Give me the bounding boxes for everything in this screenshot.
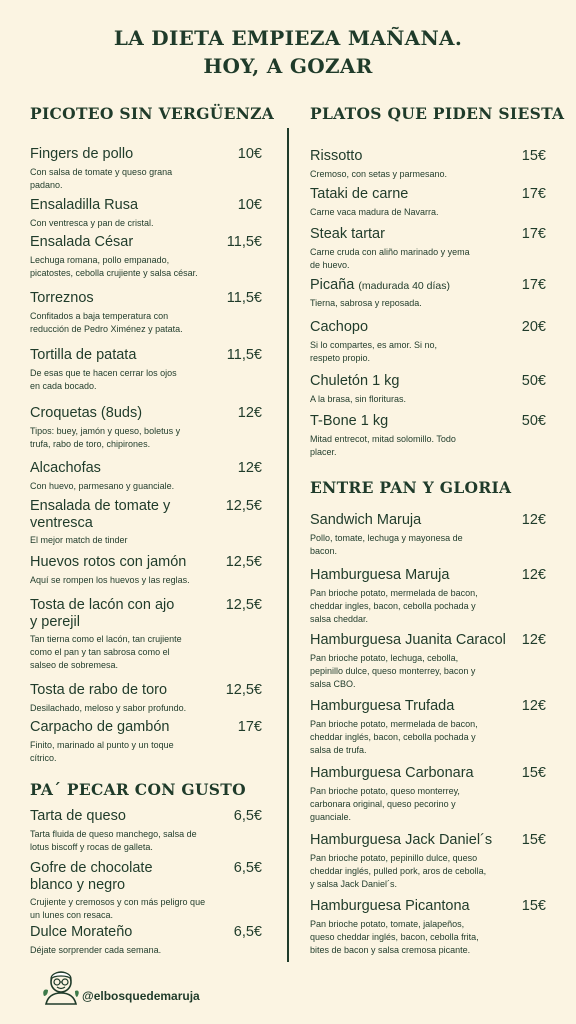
menu-item-name [310, 765, 474, 782]
menu-item-name-text: Cachopo [310, 319, 369, 335]
menu-item-description [30, 425, 180, 451]
menu-title [0, 24, 576, 80]
menu-item-description [310, 297, 422, 310]
menu-item-description-line: picatostes, cebolla crujiente y salsa césar. [30, 268, 198, 278]
menu-item-name-text: Alcachofas [30, 460, 101, 476]
menu-item-description [310, 718, 478, 757]
menu-item-name [310, 698, 454, 715]
menu-item-description [30, 944, 161, 957]
menu-item-description-line: en cada bocado. [30, 381, 97, 391]
menu-item-name [310, 186, 408, 203]
menu-item-description-line: Carne vaca madura de Navarra. [310, 207, 439, 217]
menu-item-price: 50€ [521, 373, 546, 389]
menu-item-name-text: T-Bone 1 kg [310, 413, 389, 429]
menu-item-price: 6,5€ [233, 860, 262, 876]
menu-item-description-line: respeto propio. [310, 353, 371, 363]
menu-item-name [30, 146, 133, 163]
menu-item-name [310, 319, 368, 336]
menu-item-description [310, 206, 439, 219]
menu-item-description [30, 534, 128, 547]
menu-item-name-text: Tataki de carne [310, 186, 409, 202]
menu-item-name-text: Hamburguesa Trufada [310, 698, 455, 714]
menu-item-price: 15€ [521, 148, 546, 164]
menu-item-name [310, 832, 492, 849]
menu-item-price: 11,5€ [226, 234, 262, 250]
menu-item-name [310, 226, 385, 243]
menu-item-description-line: cheddar ingles, bacon, cebolla pochada y [310, 601, 476, 611]
menu-item-price: 12€ [521, 512, 546, 528]
menu-item-name [30, 554, 186, 571]
menu-item-name-text: Tortilla de patata [30, 347, 137, 363]
menu-item-description-line: reducción de Pedro Ximénez y patata. [30, 324, 183, 334]
menu-item-name [310, 898, 470, 915]
section-heading-pan: ENTRE PAN Y GLORIA [310, 478, 512, 497]
menu-item-name [30, 682, 167, 699]
menu-item-description-line: A la brasa, sin florituras. [310, 394, 407, 404]
menu-item-name-text: Tosta de lacón con ajo [30, 597, 175, 613]
menu-item-name-text: Hamburguesa Picantona [310, 898, 470, 914]
menu-item-name-text: Fingers de pollo [30, 146, 134, 162]
menu-item-price: 10€ [237, 146, 262, 162]
menu-item-description [310, 433, 456, 459]
menu-item-name [30, 405, 142, 422]
menu-item-description-line: como el pan y tan sabrosa como el [30, 647, 170, 657]
menu-item-price: 12,5€ [225, 597, 262, 613]
menu-item-description-line: trufa, rabo de toro, chipirones. [30, 439, 151, 449]
menu-item-description [30, 310, 183, 336]
menu-item-price: 6,5€ [233, 808, 262, 824]
menu-item-description [310, 587, 478, 626]
menu-item-description-line: carbonara original, queso pecorino y [310, 799, 456, 809]
menu-item-name [30, 197, 138, 214]
menu-item-description-line: Finito, marinado al punto y un toque [30, 740, 174, 750]
menu-item-description-line: salsa de trufa. [310, 745, 367, 755]
menu-item-description-line: Mitad entrecot, mitad solomillo. Todo [310, 434, 456, 444]
menu-item-price: 17€ [521, 277, 546, 293]
section-heading-platos: PLATOS QUE PIDEN SIESTA [310, 104, 565, 123]
menu-item-description-line: Tipos: buey, jamón y queso, boletus y [30, 426, 181, 436]
menu-item-description [30, 254, 198, 280]
menu-item-description [30, 480, 174, 493]
menu-item-description [310, 918, 479, 957]
menu-item-name-line2: blanco y negro [30, 877, 126, 893]
menu-item-description-line: bites de bacon y salsa cremosa picante. [310, 945, 471, 955]
menu-item-description-line: Pan brioche potato, mermelada de bacon, [310, 719, 478, 729]
menu-item-description-line: Carne cruda con aliño marinado y yema [310, 247, 470, 257]
menu-item-description-line: Déjate sorprender cada semana. [30, 945, 162, 955]
menu-item-description-line: Aquí se rompen los huevos y las reglas. [30, 575, 190, 585]
menu-item-description [310, 785, 460, 824]
menu-item-description-line: y salsa Jack Daniel´s. [310, 879, 398, 889]
menu-item-description-line: Lechuga romana, pollo empanado, [30, 255, 170, 265]
menu-item-price: 17€ [521, 186, 546, 202]
menu-item-name-text: Ensaladilla Rusa [30, 197, 139, 213]
menu-item-name-text: Tosta de rabo de toro [30, 682, 168, 698]
menu-item-name-text: Hamburguesa Juanita Caracol [310, 632, 506, 648]
menu-item-name-line2: y perejil [30, 614, 80, 630]
menu-item-name-text: Hamburguesa Carbonara [310, 765, 474, 781]
menu-item-name [30, 498, 170, 532]
menu-item-name [30, 460, 101, 477]
menu-item-price: 20€ [521, 319, 546, 335]
menu-item-description-line: queso cheddar inglés, bacon, cebolla frita, [310, 932, 479, 942]
menu-item-price: 17€ [521, 226, 546, 242]
menu-item-description [30, 896, 205, 922]
menu-item-name-text: Steak tartar [310, 226, 385, 242]
menu-item-name [30, 808, 126, 825]
menu-item-description [310, 532, 463, 558]
menu-item-price: 15€ [521, 832, 546, 848]
menu-item-name-text: Picaña [310, 277, 355, 293]
menu-item-description-line: Con salsa de tomate y queso grana [30, 167, 173, 177]
menu-item-description-line: bacon. [310, 546, 338, 556]
menu-item-name-text: Hamburguesa Maruja [310, 567, 450, 583]
menu-item-description [310, 652, 475, 691]
menu-item-description [310, 168, 447, 181]
menu-item-description-line: Pollo, tomate, lechuga y mayonesa de [310, 533, 463, 543]
menu-item-description-line: Si lo compartes, es amor. Si no, [310, 340, 438, 350]
menu-item-name-text: Dulce Morateño [30, 924, 133, 940]
menu-item-name [30, 234, 133, 251]
menu-item-name [30, 290, 94, 307]
menu-item-price: 12€ [521, 567, 546, 583]
menu-item-name-text: Carpacho de gambón [30, 719, 170, 735]
menu-item-description [310, 393, 406, 406]
menu-item-description-line: Desilachado, meloso y sabor profundo. [30, 703, 187, 713]
menu-item-description-line: de huevo. [310, 260, 350, 270]
menu-item-description-line: placer. [310, 447, 337, 457]
menu-item-description [310, 852, 486, 891]
menu-item-description-line: salsa cheddar. [310, 614, 369, 624]
menu-title-line2: HOY, A GOZAR [203, 54, 373, 78]
menu-item-description-line: salseo de sobremesa. [30, 660, 119, 670]
menu-item-price: 12€ [237, 405, 262, 421]
menu-item-description-line: Tierna, sabrosa y reposada. [310, 298, 422, 308]
menu-item-name [310, 277, 450, 295]
menu-item-price: 15€ [521, 898, 546, 914]
menu-item-name-text: Ensalada César [30, 234, 134, 250]
menu-item-price: 11,5€ [226, 347, 262, 363]
menu-item-price: 15€ [521, 765, 546, 781]
menu-item-name [310, 512, 421, 529]
menu-item-name [310, 373, 399, 390]
menu-item-description-line: Con ventresca y pan de cristal. [30, 218, 154, 228]
menu-item-note: (madurada 40 días) [358, 280, 451, 292]
menu-item-price: 17€ [237, 719, 262, 735]
menu-item-name [30, 719, 169, 736]
menu-item-price: 12,5€ [225, 682, 262, 698]
menu-item-name [310, 413, 388, 430]
menu-item-name [30, 597, 174, 631]
menu-item-name-text: Croquetas (8uds) [30, 405, 143, 421]
menu-item-description-line: Con huevo, parmesano y guanciale. [30, 481, 175, 491]
menu-item-description [30, 739, 174, 765]
menu-item-description [30, 633, 182, 672]
menu-item-description-line: Pan brioche potato, tomate, jalapeños, [310, 919, 465, 929]
menu-item-price: 6,5€ [233, 924, 262, 940]
grandma-avatar-icon [42, 966, 80, 1008]
menu-item-description-line: padano. [30, 180, 63, 190]
menu-item-price: 50€ [521, 413, 546, 429]
menu-item-description [30, 574, 190, 587]
menu-item-price: 12,5€ [225, 498, 262, 514]
menu-item-price: 11,5€ [226, 290, 262, 306]
menu-item-description-line: guanciale. [310, 812, 352, 822]
menu-item-name [310, 632, 506, 649]
menu-item-description-line: Confitados a baja temperatura con [30, 311, 169, 321]
menu-item-name-text: Tarta de queso [30, 808, 126, 824]
menu-item-description [310, 339, 437, 365]
menu-item-description-line: Crujiente y cremosos y con más peligro que [30, 897, 206, 907]
menu-item-description-line: lotus biscoff y rocas de galleta. [30, 842, 153, 852]
menu-item-description [30, 702, 186, 715]
menu-item-description-line: cítrico. [30, 753, 57, 763]
menu-item-description-line: Tan tierna como el lacón, tan crujiente [30, 634, 182, 644]
menu-item-description-line: Pan brioche potato, queso monterrey, [310, 786, 460, 796]
menu-item-name-text: Gofre de chocolate [30, 860, 153, 876]
menu-item-description [30, 166, 172, 192]
menu-item-description-line: El mejor match de tinder [30, 535, 128, 545]
menu-item-name [30, 860, 153, 894]
menu-item-description-line: cheddar inglés, pulled pork, aros de cebolla, [310, 866, 487, 876]
menu-item-price: 12,5€ [225, 554, 262, 570]
menu-item-description-line: pepinillo dulce, queso monterrey, bacon y [310, 666, 476, 676]
menu-item-name-text: Hamburguesa Jack Daniel´s [310, 832, 493, 848]
menu-item-name-line2: ventresca [30, 515, 93, 531]
menu-item-description-line: un lunes con resaca. [30, 910, 114, 920]
menu-item-name-text: Chuletón 1 kg [310, 373, 400, 389]
menu-item-name [30, 924, 132, 941]
menu-item-description-line: Cremoso, con setas y parmesano. [310, 169, 448, 179]
menu-item-name-text: Torreznos [30, 290, 94, 306]
menu-item-name [30, 347, 136, 364]
menu-item-description-line: De esas que te hacen cerrar los ojos [30, 368, 177, 378]
menu-item-description [310, 246, 470, 272]
menu-item-price: 12€ [521, 632, 546, 648]
menu-item-description-line: Pan brioche potato, lechuga, cebolla, [310, 653, 459, 663]
menu-item-description-line: Pan brioche potato, mermelada de bacon, [310, 588, 478, 598]
menu-item-name-text: Sandwich Maruja [310, 512, 422, 528]
section-heading-postres: PA´ PECAR CON GUSTO [30, 780, 246, 799]
menu-item-name-text: Ensalada de tomate y [30, 498, 171, 514]
menu-item-description-line: salsa CBO. [310, 679, 356, 689]
section-heading-picoteo: PICOTEO SIN VERGÜENZA [30, 104, 275, 123]
menu-title-line1: LA DIETA EMPIEZA MAÑANA. [113, 26, 463, 50]
column-divider [287, 128, 289, 962]
menu-item-description [30, 367, 177, 393]
menu-item-description-line: Tarta fluida de queso manchego, salsa de [30, 829, 197, 839]
menu-item-price: 12€ [521, 698, 546, 714]
instagram-handle: @elbosquedemaruja [82, 989, 200, 1003]
menu-item-description [30, 828, 197, 854]
menu-item-price: 12€ [237, 460, 262, 476]
menu-item-price: 10€ [237, 197, 262, 213]
menu-item-description-line: Pan brioche potato, pepinillo dulce, queso [310, 853, 478, 863]
menu-item-description-line: cheddar inglés, bacon, cebolla pochada y [310, 732, 476, 742]
menu-item-name [310, 148, 362, 165]
menu-item-description [30, 217, 154, 230]
menu-item-name [310, 567, 449, 584]
menu-item-name-text: Rissotto [310, 148, 363, 164]
menu-item-name-text: Huevos rotos con jamón [30, 554, 187, 570]
